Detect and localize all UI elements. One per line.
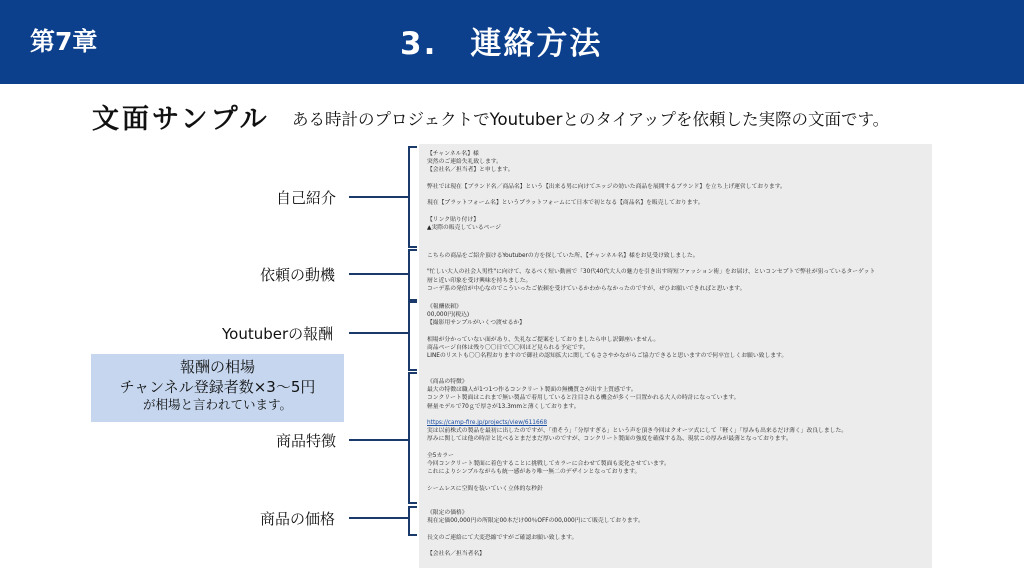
bracket-product-features [408, 372, 417, 504]
section-title: 文面サンプル [92, 104, 270, 135]
page-title: 3. 連絡方法 [400, 26, 603, 62]
label-request-motive: 依頼の動機 [260, 266, 336, 284]
connector-request-motive [349, 273, 408, 275]
connector-product-features [349, 439, 408, 441]
letter-line: 商品ページ自体は残り〇〇日で〇〇回ほど見られる予定です。 [427, 345, 589, 352]
letter-line [427, 260, 926, 268]
header-bar [0, 0, 1024, 84]
note-caption: が相場と言われています。 [142, 397, 292, 412]
letter-line: 軽量モデルで70ｇで厚さが13.3mmと薄くしております。 [427, 403, 580, 410]
bracket-reward [408, 301, 417, 371]
letter-line [427, 191, 926, 199]
note-title: 報酬の相場 [179, 358, 255, 376]
letter-line [427, 207, 926, 215]
letter-line: 相場が分かっていない面があり、失礼なご提案をしておりましたら申し訳御座いません。 [427, 336, 660, 343]
letter-motive-block [427, 252, 926, 293]
letter-line: LINEのリストも〇〇名程おりますので御社の認知拡大に関してもささやかながらご協力できると思いますので何卒宜しくお願い致します。 [427, 353, 788, 360]
letter-line: 実は以前株式の製品を最初に出したのですが、「重そう」「分厚すぎる」という声を頂き今回はクオーツ式にして「軽く」「厚みも出来るだけ薄く」改良しました。 [427, 428, 848, 435]
letter-line: これによりシンプルながらも統一感があり唯一無二のデザインとなっております。 [427, 469, 641, 476]
letter-line: 【会社名／担当者名】 [427, 551, 485, 558]
letter-line: 現在定価00,000円の所限定00本だけ00％OFFの00,000円にて販売しております。 [427, 518, 644, 525]
label-product-price: 商品の価格 [260, 510, 336, 528]
letter-line [427, 175, 926, 183]
label-product-features: 商品特徴 [276, 432, 337, 450]
letter-line: シームレスに空間を装いていく立体的な秒針 [427, 485, 543, 492]
reward-rate-note [91, 354, 344, 422]
letter-intro-block [427, 150, 926, 232]
letter-line: 現在【プラットフォーム名】というプラットフォームにて日本で初となる【商品名】を販売しております。 [427, 200, 704, 207]
section-description: ある時計のプロジェクトでYoutuberとのタイアップを依頼した実際の文面です。 [292, 110, 890, 129]
bracket-product-price [408, 506, 417, 536]
letter-line [427, 525, 926, 533]
letter-line: 【チャンネル名】様 [427, 151, 479, 157]
letter-line [427, 476, 926, 484]
letter-line: 今回コンクリート製面に着色することに挑戦してカラーに合わせて製面も変化させています。 [427, 461, 670, 468]
note-formula: チャンネル登録者数×3〜5円 [119, 377, 316, 396]
letter-line: ▲実際の販売しているページ [427, 224, 501, 231]
letter-line [427, 328, 926, 336]
letter-line: 最大の特徴は職人が1つ1つ作るコンクリート製面の無機質さが出す上質感です。 [427, 387, 637, 394]
connector-self-intro [349, 196, 408, 198]
label-self-intro: 自己紹介 [276, 189, 337, 207]
letter-line: 【撮影用サンプルがいくつ渡せるか】 [427, 320, 526, 327]
chapter-label: 第7章 [30, 27, 98, 56]
letter-line [427, 444, 926, 452]
letter-line: コンクリート製面はこれまで無い製品で着用していると注目される機会が多く一目置かれる大人の時計になっています。 [427, 395, 740, 402]
letter-line: 突然のご連絡失礼致します。 [427, 159, 502, 166]
letter-line: 厚みに関しては他の時計と比べるとまだまだ厚いのですが、コンクリート製面の強度を確保する為、現状この厚みが最薄となっております。 [427, 436, 792, 443]
connector-product-price [349, 517, 408, 519]
letter-line: 【リンク貼り付け】 [427, 216, 480, 223]
bracket-request-motive [408, 249, 417, 301]
connector-reward [349, 332, 408, 334]
letter-price-block [427, 509, 926, 558]
letter-line: こちらの商品をご紹介頂けるYoutuberの方を探していた所、【チャンネル名】様をお見受け致しました。 [427, 253, 699, 259]
label-reward: Youtuberの報酬 [222, 325, 334, 343]
bracket-self-intro [408, 146, 417, 248]
letter-line: 層と近い印象を受け興味を持ちました。 [427, 277, 532, 284]
letter-line: "忙しい大人の社会人男性"に向けて、なるべく短い動画で「30代40代大人の魅力を引き出す時短ファッション術」をお届け、といコンセプトで弊社が狙っているターゲット [427, 269, 876, 276]
letter-features-block [427, 378, 926, 493]
letter-line: 弊社では現在【ブランド名／商品名】という【出来る男に向けてエッジの効いた商品を展開するブランド】を立ち上げ運営しております。 [427, 183, 786, 190]
letter-line: 《限定の価格》 [427, 510, 468, 516]
letter-line: 《報酬依頼》 [427, 304, 462, 310]
letter-line: コーデ系の発信が中心なのでこういったご依頼を受けているかわからなかったのですが、ぜひお願いできればと思います。 [427, 285, 746, 292]
letter-line: 00,000円(税込) [427, 312, 470, 319]
letter-document [419, 144, 932, 568]
letter-line [427, 411, 926, 419]
letter-line: 全5カラー [427, 452, 454, 459]
product-link[interactable]: https://camp-fire.jp/projects/view/611668 [427, 420, 548, 427]
letter-line [427, 542, 926, 550]
letter-line: 《商品の特徴》 [427, 379, 468, 385]
letter-line: 長文のご連絡にて大変恐縮ですがご確認お願い致します。 [427, 534, 578, 541]
letter-reward-block [427, 303, 926, 360]
letter-line: 【会社名／担当者】と申します。 [427, 167, 514, 174]
